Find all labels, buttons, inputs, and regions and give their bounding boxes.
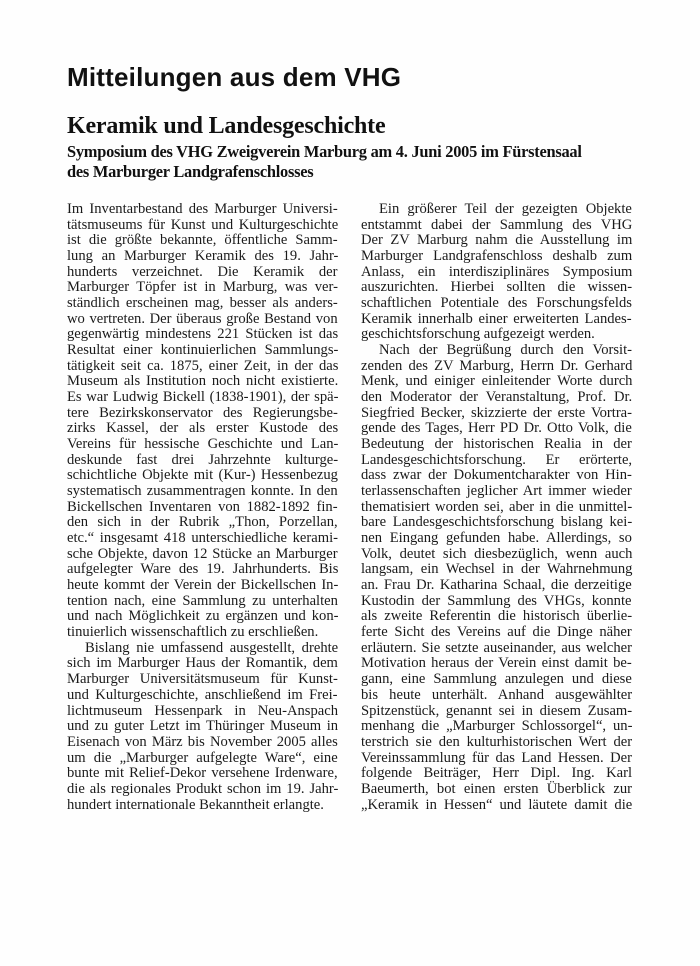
body-text-line: Marburger Landgrafenschloss deshalb zum — [361, 248, 633, 265]
body-text-line: lichtmuseum Hessenpark in Neu-Anspach — [67, 702, 339, 719]
body-text-line: Im Inventarbestand des Marburger Universi- — [67, 201, 338, 217]
body-text-line: Bickellschen Inventaren von 1882-1892 fin- — [67, 498, 338, 515]
body-text-line: Keramik innerhalb einer erweiterten Landes- — [361, 310, 632, 327]
body-text-line: Nach der Begrüßung durch den Vorsit- — [379, 342, 633, 359]
article-subtitle — [67, 142, 667, 182]
body-text-line: Motivation heraus der Verein einst damit be- — [361, 655, 632, 672]
body-text-line: tinuierlich wissenschaftlich zu erschließen. — [67, 624, 319, 641]
body-text-line: folgende Beiträger, Herr Dipl. Ing. Karl — [361, 765, 633, 782]
body-text-line: schaftlichen Potentiale des Forschungsfelds — [361, 295, 632, 312]
body-text-line: nen Eingang gefunden habe. Allerdings, so — [361, 530, 632, 547]
body-text-line: aufgelegter Ware des 19. Jahrhunderts. Bis — [67, 561, 339, 578]
body-text-line: gegenwärtig mindestens 221 Stücken ist das — [67, 326, 339, 343]
body-text-line: entstammt dabei der Sammlung des VHG — [361, 216, 633, 233]
body-text-line: Baeumerth, bot einen ersten Überblick zur — [361, 780, 633, 797]
subtitle-line: des Marburger Landgrafenschlosses — [67, 162, 314, 181]
body-text-line: um die „Marburger aufgelegte Ware“, eine — [67, 749, 338, 766]
body-text-line: Siegfried Becker, skizzierte der erste Vortra- — [361, 404, 633, 421]
body-text-line: Spitzenstück, genannt sei in diesem Zusam- — [361, 702, 633, 719]
body-text-line: Menk, und einiger einleitender Worte durch — [361, 373, 633, 390]
body-text-line: geschichtsforschung aufgezeigt werden. — [361, 326, 595, 343]
body-text-line: Eisenach von März bis November 2005 alles — [67, 733, 338, 750]
body-text-line: gann, eine Sammlung anzulegen und diese — [361, 671, 632, 688]
body-text-line: an. Frau Dr. Katharina Schaal, die derzeitige — [361, 577, 632, 594]
body-text-line: Bedeutung der historischen Realia in der — [361, 436, 632, 453]
body-text-line: Kustodin der Sammlung des VHGs, konnte — [361, 592, 632, 609]
body-text-line: zenden des ZV Marburg, Herrn Dr. Gerhard — [361, 357, 633, 374]
body-text-line: bis heute unterhält. Anhand ausgewählter — [361, 686, 633, 703]
body-text-line: Landesgeschichtsforschung. Er erörterte, — [361, 451, 633, 468]
body-text-line: bunte mit Relief-Dekor versehene Irdenware, — [67, 765, 338, 782]
body-text-line: und nach Möglichkeit zu ergänzen und kon- — [67, 608, 339, 625]
body-text-line: langsam, ein Wechsel in der Wahrnehmung — [361, 561, 633, 578]
body-text-line: auszurichten. Hierbei sollten die wissen- — [361, 279, 633, 296]
body-text-line: menhang die „Marburger Schlossorgel“, un- — [361, 718, 633, 735]
section-title: Mitteilungen aus dem VHG — [67, 62, 402, 92]
body-text-line: „Keramik in Hessen“ und läutete damit die — [361, 796, 633, 813]
text-column-left — [67, 202, 338, 813]
body-text-line: Marburger Töpfer ist in Marburg, was ver- — [67, 279, 338, 296]
body-text-line: Marburger Universitätsmuseum für Kunst- — [67, 671, 338, 688]
body-text-line: Der ZV Marburg nahm die Ausstellung im — [361, 232, 633, 249]
body-text-line: thematisiert worden sei, aber in die unmittel- — [361, 498, 633, 515]
text-column-right — [361, 202, 632, 813]
body-text-line: terlassenschaften jeglicher Art immer wieder — [361, 483, 632, 500]
body-text-line: tere Bezirkskonservator des Regierungsbe- — [67, 404, 338, 421]
body-text-line: den sich in der Rubrik „Thon, Porzellan, — [67, 514, 338, 531]
body-text-line: lung an Marburger Keramik des 19. Jahr- — [67, 248, 339, 265]
subtitle-line: Symposium des VHG Zweigverein Marburg am 4. Juni 2005 im Fürstensaal — [67, 142, 582, 161]
body-text-line: gende des Tages, Herr PD Dr. Otto Volk, die — [361, 420, 632, 437]
body-text-line: tätsmuseums für Kunst und Kulturgeschichte — [67, 216, 339, 233]
body-text-line: wo vertreten. Der überaus große Bestand von — [67, 310, 338, 327]
body-text-line: Bislang nie umfassend ausgestellt, drehte — [85, 639, 339, 656]
body-text-line: ist die größte bekannte, öffentliche Samm- — [67, 232, 338, 249]
body-text-line: die als regionales Produkt schon im 19. Jahr- — [67, 780, 339, 797]
body-text-line: systematisch zusammentragen konnte. In den — [67, 483, 338, 500]
body-text-line: hunderts verzeichnet. Die Keramik der — [67, 263, 338, 280]
body-text-line: erläutern. Sie setzte auseinander, aus welcher — [361, 639, 633, 656]
body-text-line: heute kommt der Verein der Bickellschen In- — [67, 577, 339, 594]
body-text-line: sich im Marburger Haus der Romantik, dem — [67, 655, 338, 672]
article-title: Keramik und Landesgeschichte — [67, 113, 386, 139]
body-text-line: deskunde fast drei Jahrzehnte kulturge- — [67, 451, 339, 468]
body-text-line: als zweite Referentin die historisch überlie- — [361, 608, 633, 625]
body-text-line: bare Landesgeschichtsforschung bislang kei- — [361, 514, 633, 531]
body-text-line: und Kulturgeschichte, anschließend im Frei- — [67, 686, 338, 703]
body-text-line: Museum als Institution noch nicht existierte. — [67, 373, 339, 390]
body-text-line: dass zwar der Dokumentcharakter von Hin- — [361, 467, 632, 484]
body-text-line: Vereinssammlung für das Land Hessen. Der — [361, 749, 632, 766]
body-text-line: schichtliche Objekte mit (Kur-) Hessenbezug — [67, 467, 338, 484]
body-text-line: zirks Kassel, der als erster Kustode des — [67, 420, 339, 437]
body-text-line: sche Objekte, davon 12 Stücke an Marburger — [67, 545, 338, 562]
body-text-line: Volk, deutet sich diesbezüglich, wenn auch — [361, 545, 633, 562]
body-text-line: Resultat einer kontinuierlichen Sammlungs- — [67, 342, 339, 359]
body-text-line: Ein größerer Teil der gezeigten Objekte — [379, 201, 632, 217]
body-text-line: und zu guter Letzt im Thüringer Museum in — [67, 718, 339, 735]
body-text-line: ferte Sicht des Vereins auf die Dinge näher — [361, 624, 632, 641]
body-text-line: terstrich sie den kulturhistorischen Wert der — [361, 733, 633, 750]
body-text-line: etc.“ insgesamt 418 unterschiedliche kerami- — [67, 530, 338, 547]
body-text-line: ständlich erscheinen mag, besser als anders- — [67, 295, 338, 312]
body-text-line: den Moderator der Veranstaltung, Prof. Dr. — [361, 389, 633, 406]
body-text-line: tention nach, eine Sammlung zu unterhalten — [67, 592, 338, 609]
body-text-line: Es war Ludwig Bickell (1838-1901), der spä- — [67, 389, 339, 406]
body-text-line: Anlass, ein interdisziplinäres Symposium — [361, 263, 633, 280]
body-text-line: tätigkeit seit ca. 1875, einer Zeit, in der das — [67, 357, 339, 374]
body-text-line: hundert internationale Bekanntheit erlangte. — [67, 796, 324, 813]
body-text-line: Vereins für hessische Geschichte und Lan- — [67, 436, 339, 453]
